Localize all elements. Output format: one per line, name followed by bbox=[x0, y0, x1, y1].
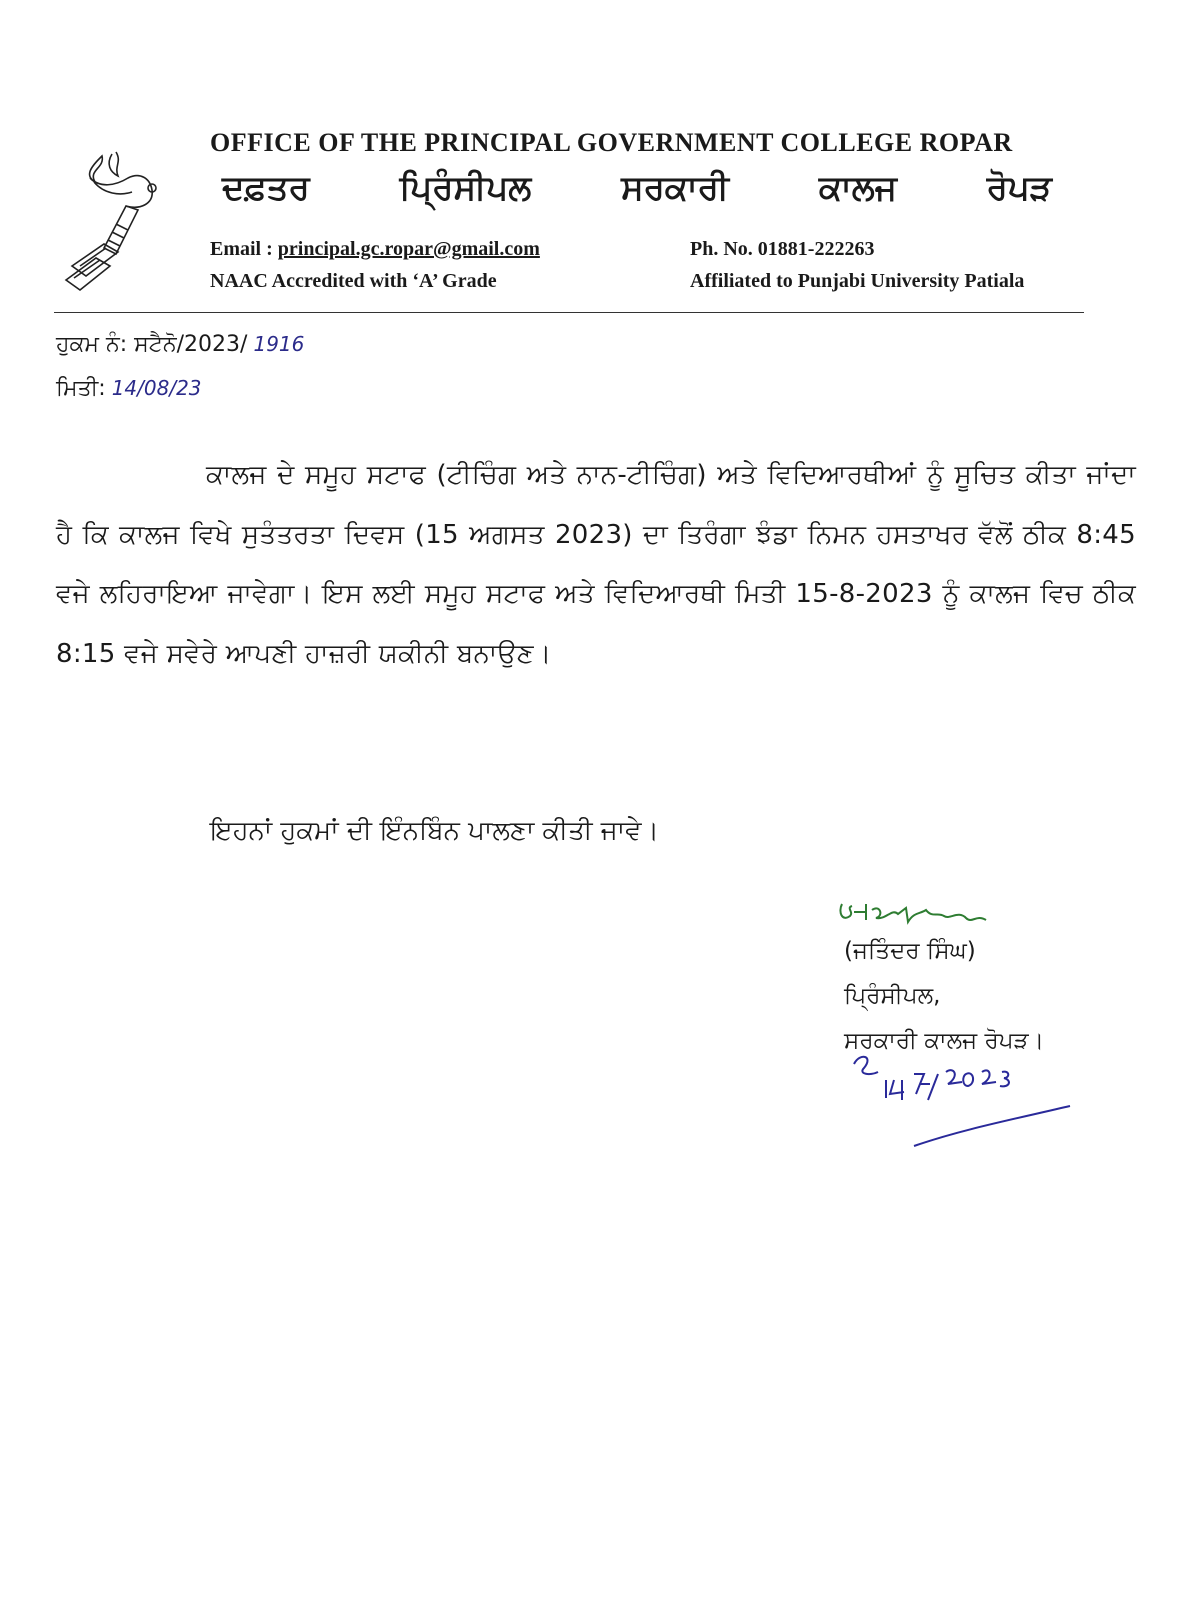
email-link[interactable]: principal.gc.ropar@gmail.com bbox=[277, 238, 540, 260]
affiliation-line: Affiliated to Punjabi University Patiala bbox=[690, 270, 1025, 292]
order-number-handwritten: 1916 bbox=[253, 332, 305, 356]
body-paragraph-compliance: ਇਹਨਾਂ ਹੁਕਮਾਂ ਦੀ ਇੰਨਬਿੰਨ ਪਾਲਣਾ ਕੀਤੀ ਜਾਵੇ। bbox=[210, 816, 660, 846]
order-date-handwritten: 14/08/23 bbox=[111, 376, 202, 400]
punjabi-word-office: ਦਫ਼ਤਰ bbox=[222, 168, 310, 208]
naac-line: NAAC Accredited with ‘A’ Grade bbox=[210, 270, 497, 292]
email-line bbox=[210, 233, 540, 265]
handwritten-date-initial bbox=[850, 1050, 1080, 1150]
contact-left-block bbox=[210, 233, 540, 297]
punjabi-word-ropar: ਰੋਪੜ bbox=[986, 168, 1052, 208]
punjabi-word-college: ਕਾਲਜ bbox=[818, 168, 897, 208]
contact-right-block bbox=[690, 233, 1024, 297]
order-date bbox=[56, 376, 202, 401]
letterhead-title: OFFICE OF THE PRINCIPAL GOVERNMENT COLLEGE ROPAR bbox=[210, 128, 1013, 157]
punjabi-word-government: ਸਰਕਾਰੀ bbox=[621, 168, 730, 208]
principal-signature bbox=[836, 898, 996, 934]
signatory-office: ਸਰਕਾਰੀ ਕਾਲਜ ਰੋਪੜ। bbox=[844, 1028, 1045, 1054]
email-label: Email : bbox=[210, 238, 278, 260]
signatory-designation: ਪ੍ਰਿੰਸੀਪਲ, bbox=[844, 983, 941, 1009]
order-number-label: ਹੁਕਮ ਨੰ: ਸਟੈਨੋ/2023/ bbox=[56, 332, 248, 357]
body-paragraph-notice: ਕਾਲਜ ਦੇ ਸਮੂਹ ਸਟਾਫ (ਟੀਚਿੰਗ ਅਤੇ ਨਾਨ-ਟੀਚਿੰਗ) ਅਤੇ ਵਿਦਿਆਰਥੀਆਂ ਨੂੰ ਸੂਚਿਤ ਕੀਤਾ ਜਾਂਦਾ ਹੈ ਕਿ ਕਾਲਜ ਵਿਖੇ ਸੁਤੰਤਰਤਾ ਦਿਵਸ (15 ਅਗਸਤ 2023) ਦਾ ਤਿਰੰਗਾ ਝੰਡਾ ਨਿਮਨ ਹਸਤਾਖਰ ਵੱਲੋਂ ਠੀਕ 8:45 ਵਜੇ ਲਹਿਰਾਇਆ ਜਾਵੇਗਾ। ਇਸ ਲਈ ਸਮੂਹ ਸਟਾਫ ਅਤੇ ਵਿਦਿਆਰਥੀ ਮਿਤੀ 15-8-2023 ਨੂੰ ਕਾਲਜ ਵਿਚ ਠੀਕ 8:15 ਵਜੇ ਸਵੇਰੇ ਆਪਣੀ ਹਾਜ਼ਰੀ ਯਕੀਨੀ ਬਨਾਉਣ। bbox=[56, 460, 1136, 669]
signatory-name: (ਜਤਿੰਦਰ ਸਿੰਘ) bbox=[844, 938, 976, 964]
letterhead-punjabi-title bbox=[222, 168, 1052, 208]
college-emblem-icon bbox=[60, 148, 175, 298]
order-date-label: ਮਿਤੀ: bbox=[56, 376, 106, 401]
phone-line: Ph. No. 01881-222263 bbox=[690, 238, 875, 260]
order-number bbox=[56, 332, 304, 357]
punjabi-word-principal: ਪ੍ਰਿੰਸੀਪਲ bbox=[399, 168, 532, 208]
letterhead-divider bbox=[54, 312, 1084, 313]
